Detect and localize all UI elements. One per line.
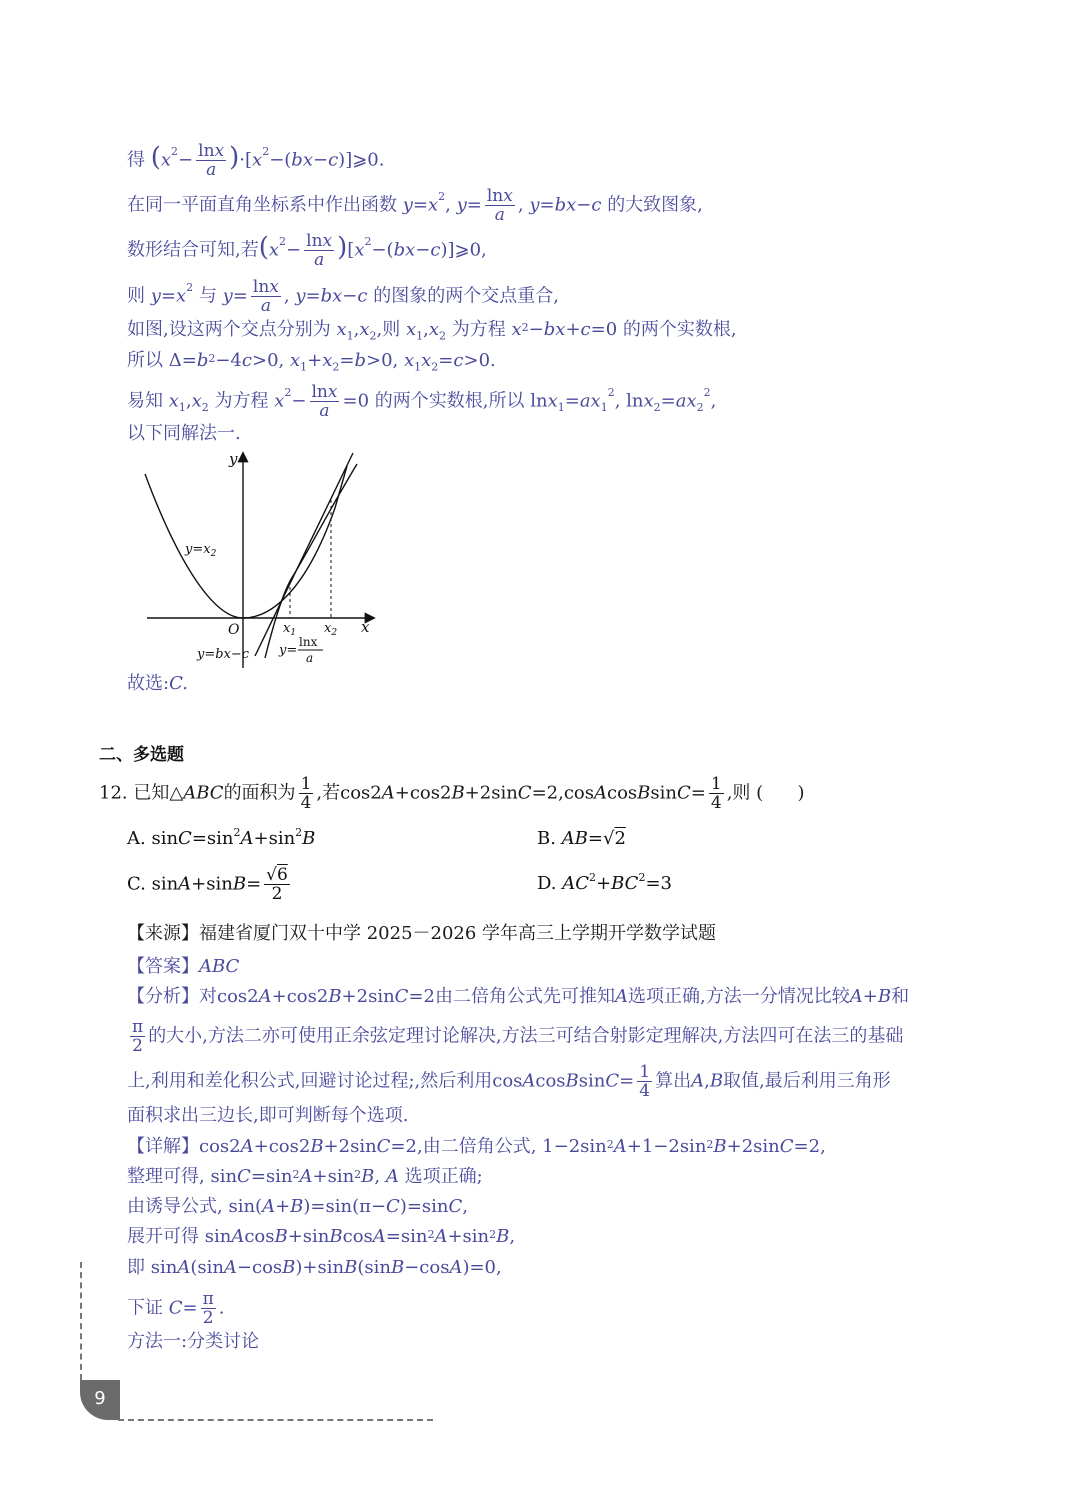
log-curve xyxy=(265,464,357,658)
option-c[interactable]: C. sinA+sinB= $\frac{√6}{2}$ xyxy=(127,865,288,904)
analysis-line-1: 【分析】对cos2A+cos2B+2sinC=2由二倍角公式先可推知A选项正确,方法一分情况比较A+B和 xyxy=(127,986,910,1007)
analysis-line-4: 面积求出三边长,即可判断每个选项. xyxy=(127,1105,409,1126)
parabola-label: $y=x_2$ xyxy=(185,542,217,559)
line-label: y=bx−c xyxy=(197,647,250,662)
x-axis-label: x xyxy=(361,618,370,636)
footer-dashed-vertical xyxy=(80,1262,82,1380)
option-d[interactable]: D. $AC^2+BC^2=3$ xyxy=(537,871,673,894)
section-title: 二、多选题 xyxy=(99,745,184,765)
solution-line-7: 易知 $x_1,x_2$ 为方程 $x^2-$ $\frac{\ln x}{a}$ =0 的两个实数根,所以 $\ln x_1=ax_1^2$, $\ln x_2=ax_2^2$, xyxy=(127,382,717,421)
answer-line: 【答案】ABC xyxy=(127,956,240,977)
log-curve-label-den: a xyxy=(306,651,314,665)
y-axis-label: y xyxy=(229,450,238,468)
solution-line-1: 得 ($x^2-$ $\frac{\ln x}{a}$ )$\cdot[x^2-(bx-c)]⩾0$. xyxy=(127,141,385,180)
page-number: 9 xyxy=(80,1380,120,1420)
line-bx-c xyxy=(255,453,353,656)
solution-line-2: 在同一平面直角坐标系中作出函数 $y=x^2$, y= $\frac{\ln x}{a}$ , y=bx−c 的大致图象, xyxy=(127,186,703,225)
origin-label: O xyxy=(228,622,240,638)
source-line: 【来源】福建省厦门双十中学 2025－2026 学年高三上学期开学数学试题 xyxy=(127,923,717,944)
detail-line-1: 【详解】cos2A+cos2B+2sinC=2,由二倍角公式, $1-2\sin^2A+1-2\sin^2B+2\sin C=2$, xyxy=(127,1136,826,1157)
x1-label: $x_1$ xyxy=(283,621,297,638)
solution-line-5: 如图,设这两个交点分别为 $x_1,x_2$,则 $x_1,x_2$ 为方程 $x^2-bx+c=0$ 的两个实数根, xyxy=(127,319,737,343)
solution-line-3: 数形结合可知,若($x^2-$ $\frac{\ln x}{a}$ )$[x^2-(bx-c)]⩾0$, xyxy=(127,231,487,270)
footer-dashed-horizontal xyxy=(118,1419,433,1421)
detail-line-2: 整理可得, $\sin C=\sin^2A+\sin^2B$, A 选项正确; xyxy=(127,1166,483,1187)
conclusion-line: 故选:C. xyxy=(127,673,188,694)
log-curve-label-num: lnx xyxy=(299,635,318,649)
question-12-stem: 12. 已知△ABC的面积为 $\frac{1}{4}$ ,若cos2A+cos2B+2sinC=2,cosAcosBsinC= $\frac{1}{4}$ ,则 ( ) xyxy=(99,774,805,813)
detail-line-4: 展开可得 $sinAcosB+sinBcosA=\sin^2A+\sin^2B$, xyxy=(127,1226,516,1247)
function-graph xyxy=(135,448,385,670)
option-b[interactable]: B. AB=√2 xyxy=(537,828,626,849)
detail-line-6: 下证 C= $\frac{\pi}{2}$ . xyxy=(127,1289,225,1328)
solution-line-6: 所以 $\Delta=b^2-4c>0$, $x_1+x_2=b>0$, $x_1x_2=c>0$. xyxy=(127,350,496,374)
parabola-curve xyxy=(145,466,347,618)
detail-line-3: 由诱导公式, sin(A+B)=sin(π−C)=sinC, xyxy=(127,1196,469,1217)
detail-line-7: 方法一:分类讨论 xyxy=(127,1331,260,1352)
analysis-line-3: 上,利用和差化积公式,回避讨论过程;,然后利用cosAcosBsinC= $\frac{1}{4}$ 算出A,B取值,最后利用三角形 xyxy=(127,1062,891,1101)
option-a[interactable]: A. $\sin C=\sin^2A+\sin^2B$ xyxy=(127,826,316,849)
solution-line-8: 以下同解法一. xyxy=(127,423,241,444)
detail-line-5: 即 sinA(sinA−cosB)+sinB(sinB−cosA)=0, xyxy=(127,1257,502,1278)
log-curve-label-prefix: y= xyxy=(279,643,298,658)
x2-label: $x_2$ xyxy=(324,621,338,638)
solution-line-4: 则 $y=x^2$ 与 y= $\frac{\ln x}{a}$ , y=bx−c 的图象的两个交点重合, xyxy=(127,277,559,316)
analysis-line-2: $\frac{\pi}{2}$ 的大小,方法二亦可使用正余弦定理讨论解决,方法三可结合射影定理解决,方法四可在法三的基础 xyxy=(132,1017,904,1056)
